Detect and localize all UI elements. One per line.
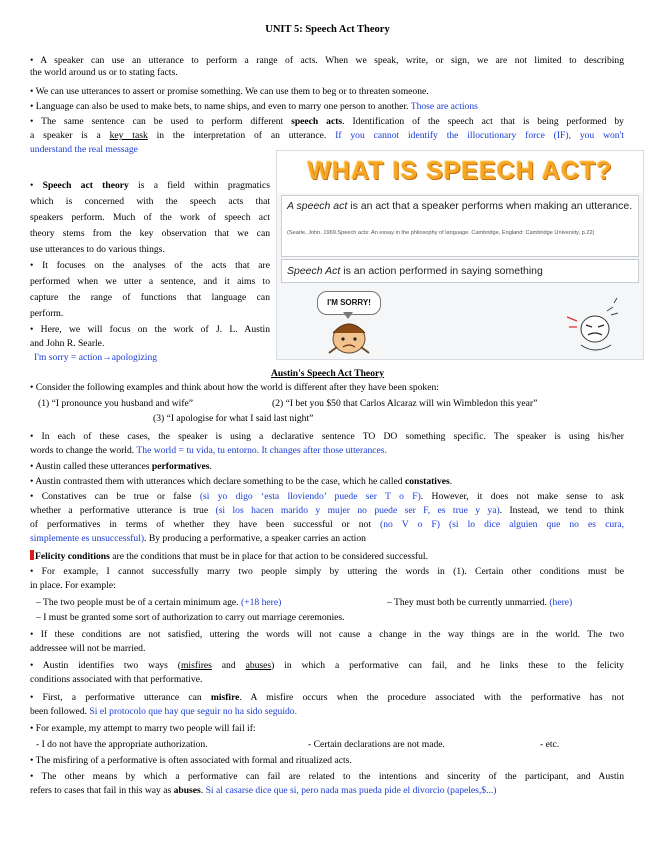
paragraph-line: the world around us or to stating facts. — [30, 67, 178, 78]
paragraph-line: • For example, I cannot successfully marry two people simply by uttering the words in (1). Certain other conditions must be — [30, 566, 624, 577]
paragraph-line: simplemente es unsuccessful). By producing a performative, a speaker carries an action — [30, 533, 366, 544]
annotation-note: The world = tu vida, tu entorno. It changes after those utterances. — [136, 445, 387, 456]
paragraph-line: whether a performative utterance is true (si los hacen marido y mujer no puede ser F, es true y ya). Instead, we tend to think — [30, 505, 624, 516]
paragraph-line: • Language can also be used to make bets, to name ships, and even to marry one person to another. Those are actions — [30, 101, 478, 112]
annotation-note: Those are actions — [410, 101, 478, 112]
citation-text: (Searle, John. 1969.Speech acts: An essay in the philosophy of language. Cambridge, England: Cambridge University, p.22) — [287, 230, 595, 236]
annotation-note: (si yo digo ‘esta lloviendo’ puede ser T o F) — [199, 491, 421, 502]
list-item: - I do not have the appropriate authorization. — [36, 739, 208, 750]
annotation-note: simplemente es unsuccessful) — [30, 533, 145, 544]
annotation-note: Si al casarse dice que si, pero nada mas pueda pide el divorcio (papeles,$...) — [205, 785, 497, 796]
paragraph-line: • Austin identifies two ways (misfires and abuses) in which a performative can fail, and he links these to the felicity — [30, 660, 624, 671]
condition-line: – I must be granted some sort of authorization to carry out marriage ceremonies. — [36, 612, 345, 623]
paragraph-line: a speaker is a key task in the interpretation of an utterance. If you cannot identify the illocutionary force (IF), you won't — [30, 130, 624, 141]
column-line: performed when we utter a sentence, and it aims to — [30, 276, 270, 287]
column-line: theory stems from the key observation that we can — [30, 228, 270, 239]
paragraph-line: Felicity conditions are the conditions that must be in place for that action to be considered successful. — [30, 550, 624, 563]
example-line: (1) “I pronounce you husband and wife” — [38, 398, 194, 409]
cartoon-illustration — [277, 151, 643, 359]
paragraph-line: • In each of these cases, the speaker is using a declarative sentence TO DO something specific. The speaker is using his/her — [30, 431, 624, 442]
condition-line: – The two people must be of a certain minimum age. (+18 here) — [36, 597, 282, 608]
column-line: capture the range of functions that language can — [30, 292, 270, 303]
annotation-note: (si los hacen marido y mujer no puede ser F, es true y ya) — [215, 505, 500, 516]
annotation-note: (+18 here) — [240, 597, 282, 608]
paragraph-line: • Austin called these utterances performatives. — [30, 461, 212, 472]
annotation-note: (here) — [549, 597, 573, 608]
paragraph-line: been followed. Si el protocolo que hay que seguir no ha sido seguido. — [30, 706, 297, 717]
paragraph-line: refers to cases that fail in this way as abuses. Si al casarse dice que si, pero nada mas pueda pide el divorcio (papeles,$...) — [30, 785, 497, 796]
paragraph-line: • The same sentence can be used to perform different speech acts. Identification of the speech act that is being performed by — [30, 116, 624, 127]
annotation-note: understand the real message — [30, 144, 138, 155]
paragraph-line: • We can use utterances to assert or promise something. We can use them to beg or to threaten someone. — [30, 86, 429, 97]
paragraph-line: • For example, my attempt to marry two people will fail if: — [30, 723, 256, 734]
annotation-note: I'm sorry = action→apologizing — [34, 352, 158, 363]
paragraph-line: addressee will not be married. — [30, 643, 146, 654]
paragraph-line: • First, a performative utterance can misfire. A misfire occurs when the procedure associated with the performative has not — [30, 692, 624, 703]
column-line: • It focuses on the analyses of the acts that are — [30, 260, 270, 271]
column-line: speakers perform. Much of the work of speech act — [30, 212, 270, 223]
paragraph-line: • The misfiring of a performative is often associated with formal and ritualized acts. — [30, 755, 352, 766]
paragraph-line: • Consider the following examples and think about how the world is different after they have been spoken: — [30, 382, 439, 393]
highlight-marker — [30, 550, 34, 560]
definition-text: A speech act is an act that a speaker performs when making an utterance. — [287, 200, 633, 212]
annotation-note: Si el protocolo que hay que seguir no ha sido seguido. — [89, 706, 297, 717]
paragraph-line: conditions associated with that performative. — [30, 674, 203, 685]
column-line: and John R. Searle. — [30, 338, 105, 349]
column-line — [34, 352, 274, 364]
column-line: which is concerned with the speech acts that — [30, 196, 270, 207]
paragraph-line: • If these conditions are not satisfied, uttering the words will not cause a change in the way things are in the world. The two — [30, 629, 624, 640]
paragraph-line: • Austin contrasted them with utterances which declare something to be the case, which he called constatives. — [30, 476, 453, 487]
condition-line: – They must both be currently unmarried. (here) — [387, 597, 573, 608]
example-line: (3) “I apologise for what I said last night” — [153, 413, 314, 424]
section-heading: Austin's Speech Act Theory — [270, 368, 385, 379]
paragraph-line: • The other means by which a performative can fail are related to the intentions and sincerity of the participant, and Austin — [30, 771, 624, 782]
paragraph-line: in place. For example: — [30, 580, 116, 591]
apologizing-person-icon — [329, 324, 369, 353]
speech-bubble: I'M SORRY! — [317, 291, 381, 315]
paragraph-line: of performatives in terms of whether they have been successful or not (no V o F) (si lo dice alguien que no es cura, — [30, 519, 624, 530]
figure-heading: WHAT IS SPEECH ACT? — [307, 157, 613, 185]
definition-text: Speech Act is an action performed in saying something — [287, 265, 543, 277]
page-title: UNIT 5: Speech Act Theory — [265, 24, 390, 35]
column-line: use utterances to do various things. — [30, 244, 165, 255]
angry-person-icon — [567, 298, 618, 350]
column-line: • Here, we will focus on the work of J. L. Austin — [30, 324, 270, 335]
example-line: (2) “I bet you $50 that Carlos Alcaraz will win Wimbledon this year” — [272, 398, 538, 409]
annotation-note: (no V o F) (si lo dice alguien que no es cura, — [380, 519, 624, 530]
list-item: - Certain declarations are not made. — [308, 739, 445, 750]
speech-act-figure — [276, 150, 644, 360]
column-line: • Speech act theory is a field within pragmatics — [30, 180, 270, 191]
paragraph-line: • A speaker can use an utterance to perform a range of acts. When we speak, write, or sign, we are not limited to describing — [30, 55, 624, 66]
paragraph-line: • Constatives can be true or false (si yo digo ‘esta lloviendo’ puede ser T o F). However, it does not make sense to ask — [30, 491, 624, 502]
annotation-note: If you cannot identify the illocutionary force (IF), you won't — [335, 130, 624, 141]
paragraph-line: words to change the world. The world = tu vida, tu entorno. It changes after those utterances. — [30, 445, 387, 456]
column-line: perform. — [30, 308, 64, 319]
list-item: - etc. — [540, 739, 560, 750]
